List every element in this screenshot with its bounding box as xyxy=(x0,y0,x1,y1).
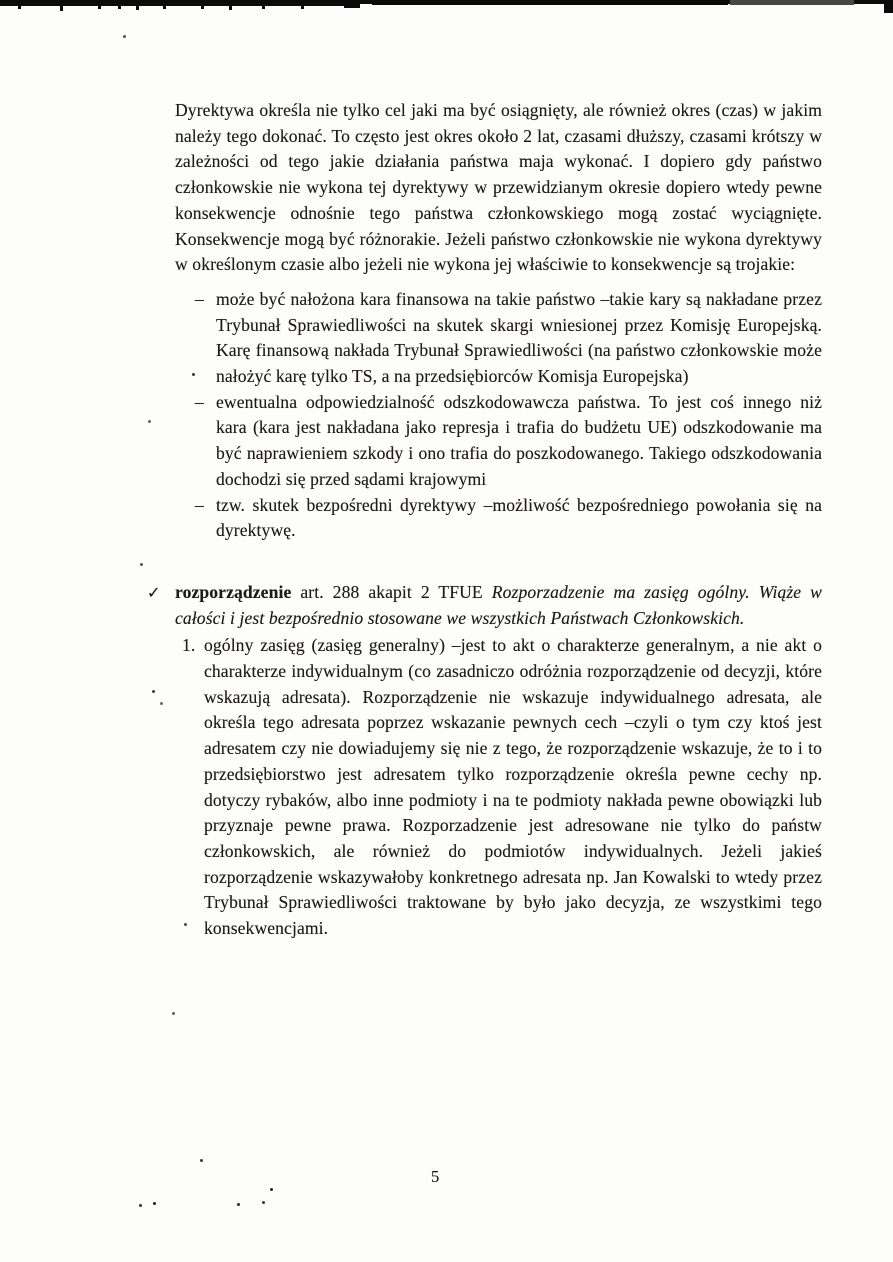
dash-bullet-icon: – xyxy=(195,494,204,515)
numbered-item-marker: 1. xyxy=(182,635,196,656)
list-item xyxy=(175,287,822,390)
scan-edge-tick xyxy=(118,0,121,9)
scan-edge-tick xyxy=(229,0,232,10)
regulation-quote: Rozporzadzenie ma zasięg ogólny. Wiąże w całości i jest bezpośrednio stosowane we wszystkich Państwach Członkowskich. xyxy=(175,581,823,628)
list-item-text: może być nałożona kara finansowa na takie państwo –takie kary są nakładane przez Trybunał Sprawiedliwości na skutek skargi wniesionej przez Komisję Europejską. Karę finansową nakłada Trybunał Sprawiedliwości (na państwo członkowskie może nałożyć karę tylko TS, a na przedsiębiorców Komisja Europejska) xyxy=(216,288,822,387)
scan-edge-tick xyxy=(163,0,166,9)
scan-edge-tick xyxy=(262,0,265,9)
scan-edge-artifact xyxy=(0,0,352,6)
page-number: 5 xyxy=(431,1167,440,1186)
list-item xyxy=(175,390,822,493)
scan-border-top xyxy=(0,0,893,16)
regulation-reference: art. 288 akapit 2 TFUE xyxy=(300,581,483,602)
numbered-item xyxy=(175,633,822,941)
paragraph-directive-consequences: Dyrektywa określa nie tylko cel jaki ma być osiągnięty, ale również okres (czas) w jakim należy tego dokonać. To często jest okres około 2 lat, czasami dłuższy, czasami krótszy w zależności od tego jakie działania państwa maja wykonać. I dopiero gdy państwo członkowskie nie wykona tej dyrektywy w przewidzianym okresie dopiero wtedy pewne konsekwencje odnośnie tego państwa członkowskiego mogą zostać wyciągnięte. Konsekwencje mogą być różnorakie. Jeżeli państwo członkowskie nie wykona dyrektywy w określonym czasie albo jeżeli nie wykona jej właściwie to konsekwencje są trojakie: xyxy=(175,100,822,275)
scan-edge-tick xyxy=(201,0,204,9)
scan-edge-tick xyxy=(18,0,21,9)
scan-specks xyxy=(0,0,3,3)
dash-bullet-icon: – xyxy=(195,391,204,412)
scan-edge-artifact xyxy=(344,0,360,8)
regulation-numbered-list xyxy=(175,633,822,941)
list-item-text: tzw. skutek bezpośredni dyrektywy –możliwość bezpośredniego powołania się na dyrektywę. xyxy=(216,494,822,541)
document-body xyxy=(147,98,823,942)
check-icon: ✓ xyxy=(147,582,161,602)
scan-edge-artifact xyxy=(730,0,854,5)
dash-bullet-icon: – xyxy=(195,288,204,309)
scan-edge-artifact xyxy=(856,0,876,3)
scan-edge-artifact xyxy=(884,0,893,13)
list-item-text: ewentualna odpowiedzialność odszkodowawcza państwa. To jest coś innego niż kara (kara jest nakładana jako represja i trafia do budżetu UE) odszkodowanie ma być naprawieniem szkody i ono trafia do poszkodowanego. Takiego odszkodowania dochodzi się przed sądami krajowymi xyxy=(216,391,822,489)
scan-edge-artifact xyxy=(372,0,728,5)
scan-edge-tick xyxy=(60,0,63,11)
list-item xyxy=(175,493,822,544)
numbered-item-text: ogólny zasięg (zasięg generalny) –jest to akt o charakterze generalnym, a nie akt o charakterze indywidualnym (co zasadniczo odróżnia rozporządzenie od decyzji, które wskazują adresata). Rozporządzenie nie wskazuje indywidualnego adresata, ale określa tego adresata poprzez wskazanie pewnych cech –czyli o tym czy ktoś jest adresatem czy nie dowiadujemy się nie z tego, że rozporządzenie wskazuje, że to i to przedsiębiorstwo jest adresatem tylko rozporządzenie określa pewne cechy np. dotyczy rybaków, albo inne podmioty i na te podmioty nakłada pewne obowiązki lub przyznaje pewne prawa. Rozporzadzenie jest adresowane nie tylko do państw członkowskich, ale również do podmiotów indywidualnych. Jeżeli jakieś rozporządzenie wskazywałoby konkretnego adresata np. Jan Kowalski to wtedy przez Trybunał Sprawiedliwości traktowane by było jako decyzja, ze wszystkimi tego konsekwencjami. xyxy=(204,635,822,939)
regulation-paragraph xyxy=(147,580,823,631)
regulation-term: rozporządzenie xyxy=(175,581,292,602)
scan-edge-tick xyxy=(98,0,101,9)
scan-edge-tick xyxy=(301,0,304,9)
scan-edge-tick xyxy=(136,0,139,10)
consequences-bullet-list xyxy=(175,287,822,544)
